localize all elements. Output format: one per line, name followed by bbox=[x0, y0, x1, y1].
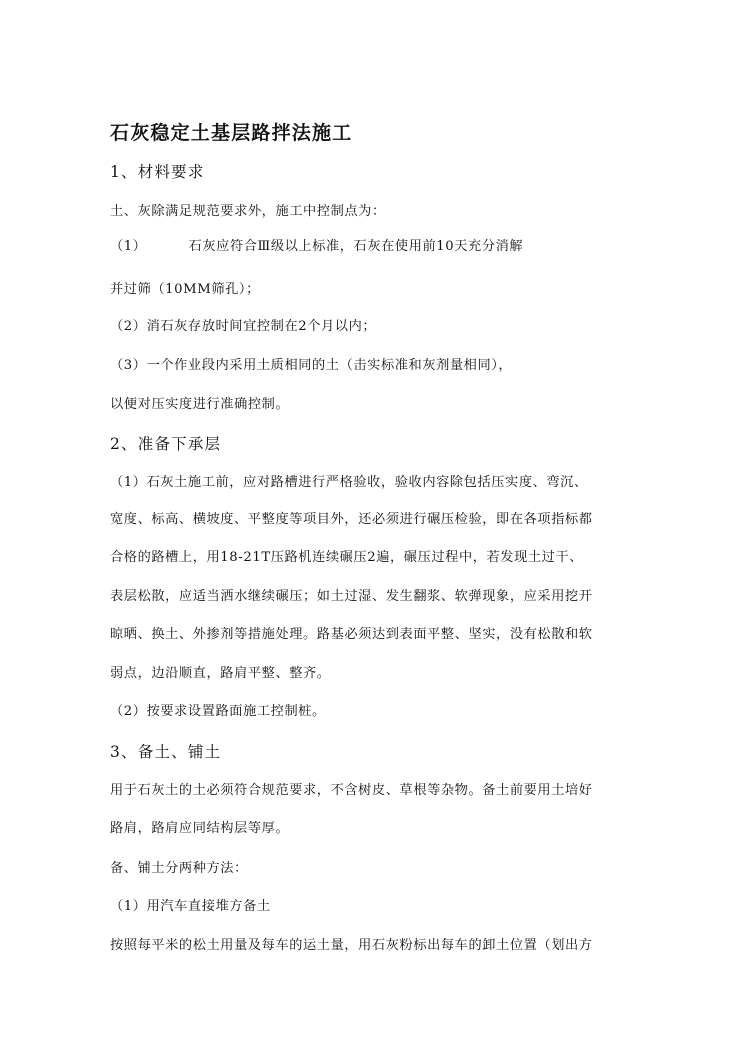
list-item-text: 石灰应符合Ⅲ级以上标准，石灰在使用前10天充分消解 bbox=[188, 239, 524, 254]
paragraph-line: 土、灰除满足规范要求外，施工中控制点为： bbox=[110, 204, 386, 219]
paragraph-line: （2）按要求设置路面施工控制桩。 bbox=[110, 704, 326, 719]
paragraph-line: （2）消石灰存放时间宜控制在2个月以内； bbox=[110, 319, 377, 334]
paragraph-line: 以便对压实度进行准确控制。 bbox=[110, 397, 290, 412]
paragraph-line: （3）一个作业段内采用土质相同的土（击实标准和灰剂量相同）， bbox=[110, 358, 513, 373]
section-heading-subgrade: 2、准备下承层 bbox=[110, 435, 222, 453]
list-marker: （1） bbox=[110, 239, 147, 254]
paragraph-line: 晾晒、换土、外掺剂等措施处理。路基必须达到表面平整、坚实，没有松散和软 bbox=[110, 627, 593, 642]
paragraph-line: 用于石灰土的土必须符合规范要求，不含树皮、草根等杂物。备土前要用土培好 bbox=[110, 783, 593, 798]
paragraph-line: 表层松散，应适当洒水继续碾压；如土过湿、发生翻浆、软弹现象，应采用挖开 bbox=[110, 589, 593, 604]
paragraph-line: 并过筛（10MM筛孔）； bbox=[110, 282, 260, 297]
section-heading-soil: 3、备土、铺土 bbox=[110, 743, 222, 761]
paragraph-line: （1）用汽车直接堆方备土 bbox=[110, 899, 271, 914]
paragraph-line: 备、铺土分两种方法： bbox=[110, 861, 248, 876]
document-title: 石灰稳定土基层路拌法施工 bbox=[110, 122, 353, 144]
paragraph-line: 宽度、标高、横坡度、平整度等项目外，还必须进行碾压检验，即在各项指标都 bbox=[110, 512, 593, 527]
paragraph-line: （1）石灰土施工前，应对路槽进行严格验收，验收内容除包括压实度、弯沉、 bbox=[110, 475, 588, 490]
section-heading-materials: 1、材料要求 bbox=[110, 163, 205, 181]
paragraph-line: 路肩，路肩应同结构层等厚。 bbox=[110, 821, 290, 836]
paragraph-line: 弱点，边沿顺直，路肩平整、整齐。 bbox=[110, 666, 331, 681]
paragraph-line: 按照每平米的松土用量及每车的运土量，用石灰粉标出每车的卸土位置（划出方 bbox=[110, 938, 593, 953]
paragraph-line: 合格的路槽上，用18-21T压路机连续碾压2遍，碾压过程中，若发现土过干、 bbox=[110, 550, 584, 565]
paragraph-line bbox=[110, 238, 523, 256]
